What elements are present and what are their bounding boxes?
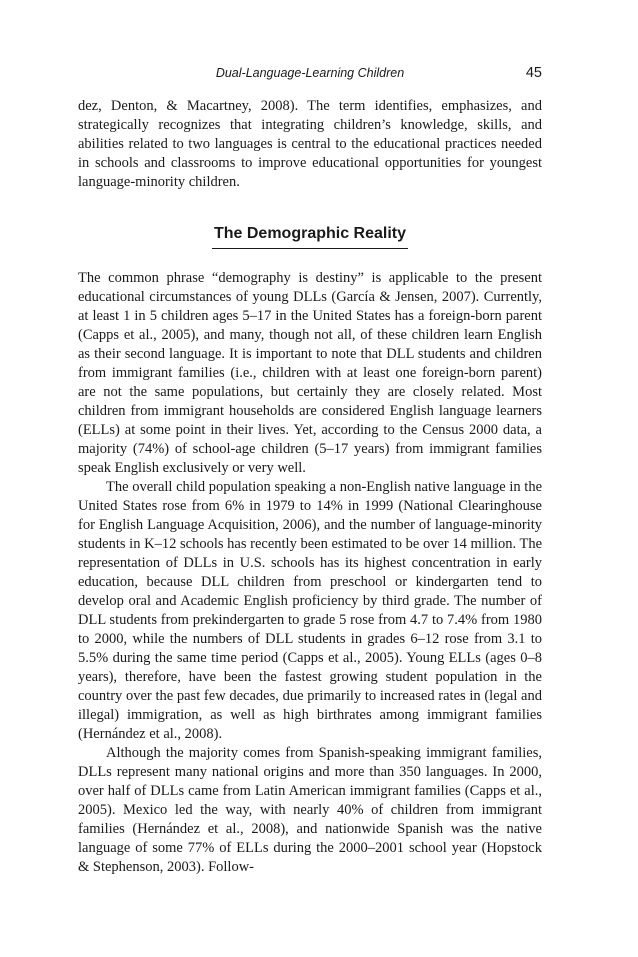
paragraph-demography: The common phrase “demography is destiny” is applicable to the present educational circumstances of young DLLs (García & Jensen, 2007). Currently, at least 1 in 5 children ages 5–17 in the United States has a foreign-born parent (Capps et al., 2005), and many, though not all, of these children learn English as their second language. It is important to note that DLL students and children from immigrant families (i.e., children with at least one foreign-born parent) are not the same populations, but certainly they are closely related. Most children from immigrant households are considered English language learners (ELLs) at some point in their lives. Yet, according to the Census 2000 data, a majority (74%) of school-age children (5–17 years) from immigrant families speak English exclusively or very well. [78, 270, 542, 476]
section-heading-wrap [78, 224, 542, 249]
paragraph-national-origins: Although the majority comes from Spanish-speaking immigrant families, DLLs represent many national origins and more than 350 languages. In 2000, over half of DLLs came from Latin American immigrant families (Capps et al., 2005). Mexico led the way, with nearly 40% of children from immigrant families (Hernández et al., 2008), and nationwide Spanish was the native language of some 77% of ELLs during the 2000–2001 school year (Hopstock & Stephenson, 2003). Follow- [78, 745, 542, 875]
page-number: 45 [525, 65, 542, 81]
page-header [78, 64, 542, 82]
body-text [78, 97, 542, 877]
paragraph-continuation: dez, Denton, & Macartney, 2008). The term identifies, emphasizes, and strategically recognizes that integrating children’s knowledge, skills, and abilities related to two languages is central to the educational practices needed in schools and classrooms to improve educational opportunities for youngest language-minority children. [78, 98, 542, 190]
running-title: Dual-Language-Learning Children [215, 66, 405, 80]
paragraph-child-population: The overall child population speaking a non-English native language in the United States rose from 6% in 1979 to 14% in 1999 (National Clearinghouse for English Language Acquisition, 2006), and the number of language-minority students in K–12 schools has recently been estimated to be over 14 million. The representation of DLLs in U.S. schools has its highest concentration in early education, because DLL children from preschool or kindergarten tend to develop oral and Academic English proficiency by third grade. The number of DLL students from prekindergarten to grade 5 rose from 4.7 to 7.4% from 1980 to 2000, while the numbers of DLL students in grades 6–12 rose from 3.1 to 5.5% during the same time period (Capps et al., 2005). Young ELLs (ages 0–8 years), therefore, have been the fastest growing student population in the country over the past few decades, due primarily to increased rates in (legal and illegal) immigration, as well as high birthrates among immigrant families (Hernández et al., 2008). [78, 479, 542, 742]
section-heading: The Demographic Reality [212, 224, 408, 249]
